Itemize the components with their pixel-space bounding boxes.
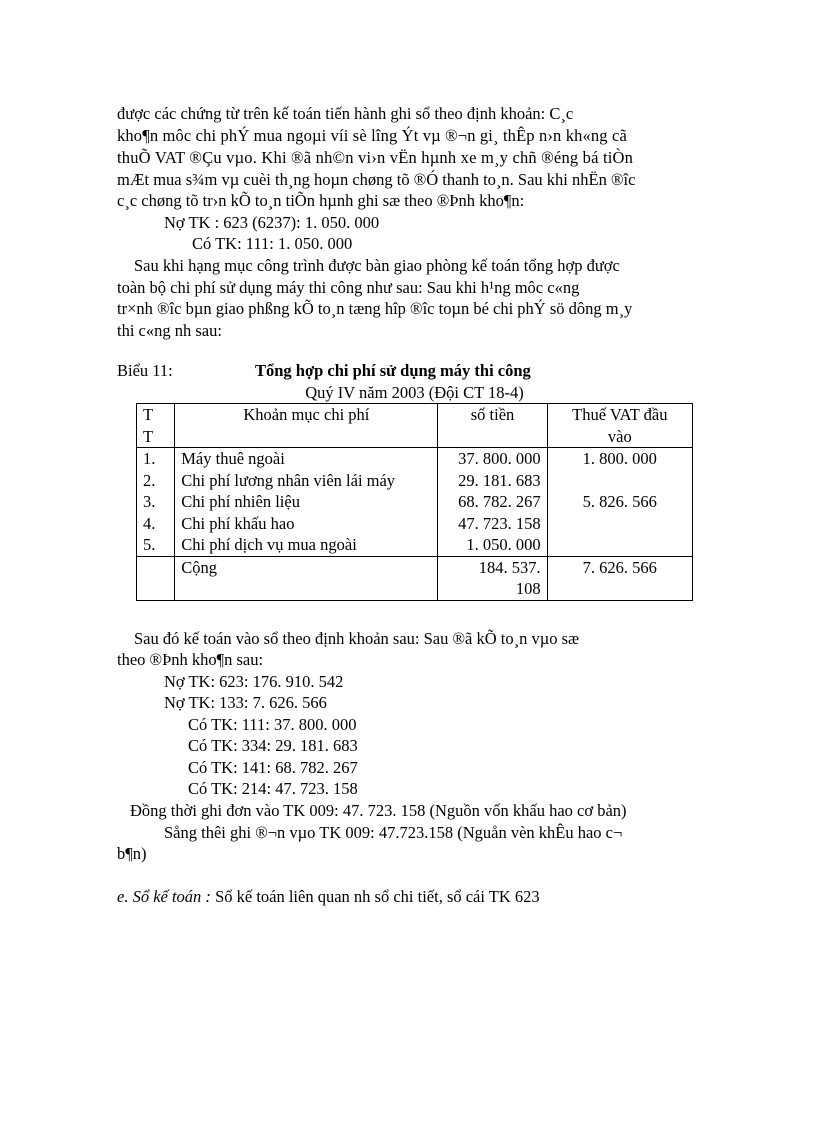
row-vat xyxy=(547,513,692,535)
journal-entry: Có TK: 334: 29. 181. 683 xyxy=(188,736,358,755)
total-label: Cộng xyxy=(175,556,438,600)
total-amount-line2: 108 xyxy=(515,579,541,598)
para1-line-4: mÆt mua s¾m vµ cuèi th¸ng hoµn chøng tõ ®Ó thanh to¸n. Sau khi nhËn ®îc xyxy=(117,170,636,189)
row-tt: 2. xyxy=(137,470,175,492)
row-tt: 4. xyxy=(137,513,175,535)
row-vat xyxy=(547,534,692,556)
row-amount: 29. 181. 683 xyxy=(438,470,547,492)
bieu-subtitle: Quý IV năm 2003 (Đội CT 18-4) xyxy=(305,383,524,402)
para2-line-2: toàn bộ chi phí sử dụng máy thi công như sau: Sau khi h¹ng môc c«ng xyxy=(117,278,580,297)
row-item: Chi phí nhiên liệu xyxy=(175,491,438,513)
journal-entry: Nợ TK: 623: 176. 910. 542 xyxy=(164,672,344,691)
section-e xyxy=(117,886,540,908)
para2-line-4: thi c«ng nh sau: xyxy=(117,321,222,340)
row-tt: 1. xyxy=(137,448,175,470)
para3-line-1: Sau đó kế toán vào sổ theo định khoản sau: Sau ®ã kÕ to¸n vµo sæ xyxy=(134,629,580,648)
row-item: Chi phí dịch vụ mua ngoài xyxy=(175,534,438,556)
row-vat: 5. 826. 566 xyxy=(547,491,692,513)
row-amount: 68. 782. 267 xyxy=(438,491,547,513)
journal-entry: Nợ TK: 133: 7. 626. 566 xyxy=(164,693,327,712)
para1-line-5: c¸c chøng tõ tr›n kÕ to¸n tiÕn hµnh ghi sæ theo ®Þnh kho¶n: xyxy=(117,191,525,210)
bieu-title: Tổng hợp chi phí sử dụng máy thi công xyxy=(255,361,531,380)
row-item: Chi phí khấu hao xyxy=(175,513,438,535)
header-tt-line1: T xyxy=(143,405,154,424)
row-tt: 5. xyxy=(137,534,175,556)
table-total-row xyxy=(137,556,693,600)
row-amount: 37. 800. 000 xyxy=(438,448,547,470)
total-amount-line1: 184. 537. xyxy=(478,557,541,577)
journal-entry: Có TK: 141: 68. 782. 267 xyxy=(188,758,358,777)
table-caption xyxy=(117,361,729,383)
section-e-text: Sổ kế toán liên quan nh sổ chi tiết, sổ cái TK 623 xyxy=(210,887,540,906)
total-vat: 7. 626. 566 xyxy=(547,556,692,600)
journal-entry-credit: Có TK: 111: 1. 050. 000 xyxy=(192,234,353,253)
total-amount xyxy=(438,556,547,600)
row-amount: 47. 723. 158 xyxy=(438,513,547,535)
row-item: Chi phí lương nhân viên lái máy xyxy=(175,470,438,492)
table-row xyxy=(137,470,693,492)
para1-line-3: thuÕ VAT ®Çu vµo. Khi ®ã nh©n vi›n vËn hµnh xe m¸y chñ ®éng bá tiÒn xyxy=(117,148,634,167)
journal-entry-debit: Nợ TK : 623 (6237): 1. 050. 000 xyxy=(164,213,380,232)
para2-line-3: tr×nh ®îc bµn giao phßng kÕ to¸n tæng hîp ®îc toµn bé chi phÝ sö dông m¸y xyxy=(117,299,633,318)
header-tt-line2: T xyxy=(143,426,154,446)
cost-summary-table xyxy=(136,403,693,601)
header-thue-line2: vào xyxy=(607,426,632,446)
para3-line-2: theo ®Þnh kho¶n sau: xyxy=(117,650,264,669)
table-row xyxy=(137,448,693,470)
table-header-row xyxy=(137,404,693,448)
header-tt xyxy=(137,404,175,448)
garbled-line-2: b¶n) xyxy=(117,844,147,863)
row-vat: 1. 800. 000 xyxy=(547,448,692,470)
total-tt xyxy=(137,556,175,600)
header-thue-vat xyxy=(547,404,692,448)
simultaneous-entry: Đồng thời ghi đơn vào TK 009: 47. 723. 158 (Nguồn vốn khấu hao cơ bản) xyxy=(130,801,627,820)
header-thue-line1: Thuế VAT đầu xyxy=(572,405,668,424)
row-amount: 1. 050. 000 xyxy=(438,534,547,556)
section-e-heading: e. Sổ kế toán : xyxy=(117,887,211,906)
row-tt: 3. xyxy=(137,491,175,513)
row-vat xyxy=(547,470,692,492)
header-khoan-muc: Khoản mục chi phí xyxy=(175,404,438,448)
table-row xyxy=(137,491,693,513)
journal-entry: Có TK: 214: 47. 723. 158 xyxy=(188,779,358,798)
row-item: Máy thuê ngoài xyxy=(175,448,438,470)
para2-line-1: Sau khi hạng mục công trình được bàn giao phòng kế toán tổng hợp được xyxy=(134,256,620,275)
para1-line-1: được các chứng từ trên kế toán tiến hành ghi sổ theo định khoản: C¸c xyxy=(117,104,574,123)
garbled-line-1: Sång thêi ghi ®¬n vµo TK 009: 47.723.158 (Nguån vèn khÊu hao c¬ xyxy=(164,823,623,842)
table-row xyxy=(137,513,693,535)
bieu-label: Biểu 11: xyxy=(117,361,173,380)
journal-entry: Có TK: 111: 37. 800. 000 xyxy=(188,715,357,734)
table-row xyxy=(137,534,693,556)
header-so-tien: số tiền xyxy=(438,404,547,448)
para1-line-2: kho¶n môc chi phÝ mua ngoµi víi sè lîng Ýt vµ ®¬n gi¸ thÊp n›n kh«ng cã xyxy=(117,126,627,145)
